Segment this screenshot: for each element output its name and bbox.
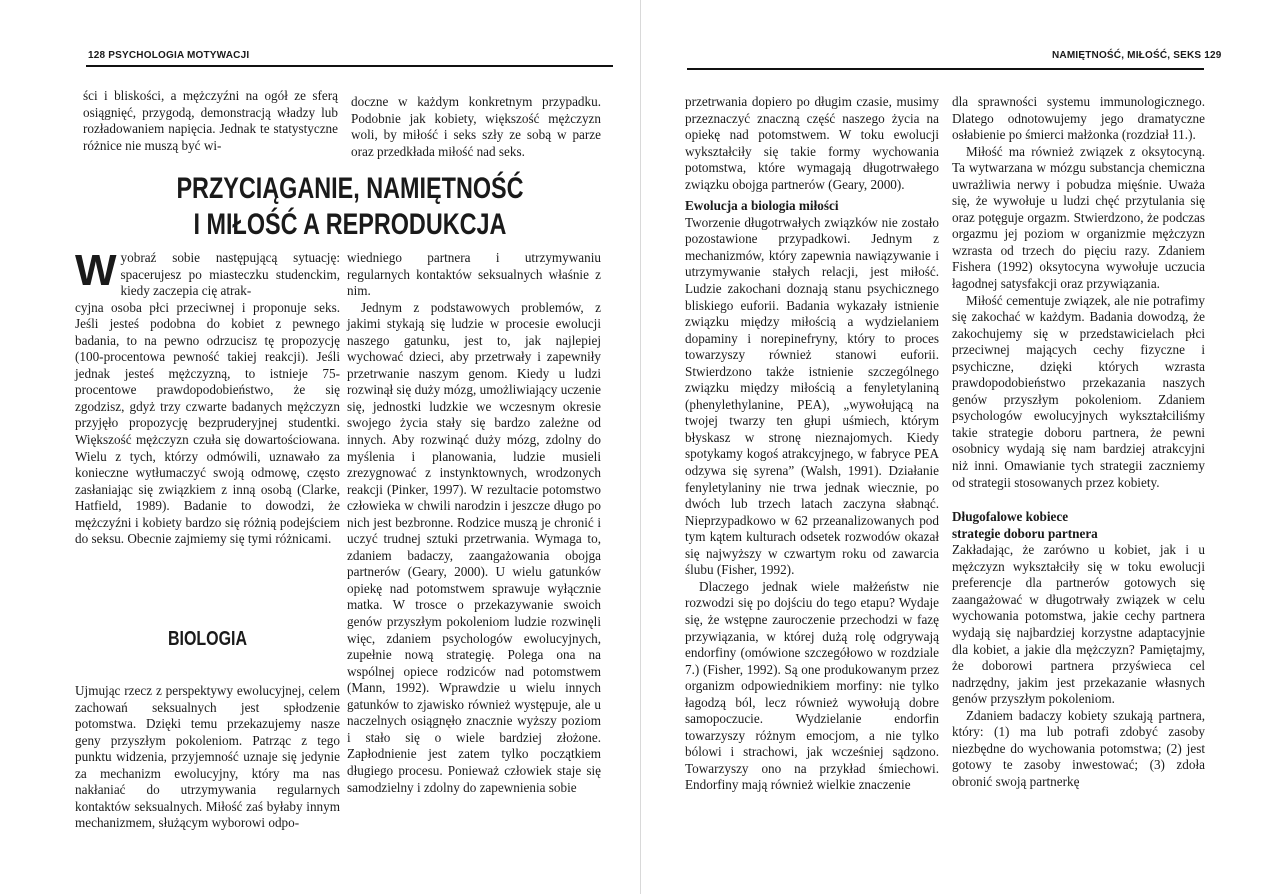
left-column-1 [75, 246, 340, 548]
subheading-ewolucja: Ewolucja a biologia miłości [685, 198, 839, 214]
subheading-line-1: Długofalowe kobiece [952, 509, 1069, 525]
left-top-column-2 [351, 94, 601, 160]
paragraph: Zdaniem badaczy kobiety szukają partnera, który: (1) ma lub potrafi zdobyć zasoby niezbędne do wychowania potomstwa; (2) jest gotowy te zasoby inwestować; (3) zdoła obronić swoją partnerkę [952, 707, 1205, 789]
left-column-2 [347, 250, 601, 796]
paragraph: przetrwania dopiero po długim czasie, musimy przeznaczyć znaczną część naszego życia na opiekę nad potomstwem. W toku ewolucji wykształciły się takie formy wychowania potomstwa, które wymagają długotrwałego związku obojga partnerów (Geary, 2000). [685, 94, 939, 192]
subheading-line-2: strategie doboru partnera [952, 525, 1098, 541]
chapter-title [124, 171, 576, 243]
paragraph: dla sprawności systemu immunologicznego. Dlatego odnotowujemy jego dramatyczne osłabienie po śmierci małżonka (rozdział 11.). [952, 94, 1205, 143]
paragraph: Dlaczego jednak wiele małżeństw nie rozwodzi się po dojściu do tego etapu? Wydaje się, że wstępne zauroczenie przechodzi w fazę przywiązania, w której dużą rolę odgrywają endorfiny (omówione szczegółowo w rozdziale 7.) (Fisher, 1992). Są one produkowanym przez organizm odpowiednikiem morfiny: nie tylko łagodzą ból, lecz również wywołują dobre samopoczucie. Wydzielanie endorfin towarzyszy różnym emocjom, a nie tylko bólowi i strachowi, jak wcześniej sądzono. Towarzyszy ono na przykład śmiechowi. Endorfiny mają również wielkie znaczenie [685, 578, 939, 793]
paragraph: Miłość cementuje związek, ale nie potrafimy się zakochać w każdym. Badania dowodzą, że zakochujemy się w przedstawicielach płci przeciwnej mających cechy fizyczne i psychiczne, dzięki których wzrasta prawdopodobieństwo przekazania naszych genów przyszłym pokoleniom. Zdaniem psychologów ewolucyjnych wykształciliśmy takie strategie doboru partnera, że pewni osobnicy wydają się nam bardziej atrakcyjni niż inni. Omawianie tych strategii zaczniemy od strategii stosowanych przez kobiety. [952, 292, 1205, 490]
right-column-2 [952, 94, 1205, 790]
intro-rest: cyjna osoba płci przeciwnej i proponuje seks. Jeśli jesteś podobna do kobiet z pewnego badania, to na pewno odrzucisz tę propozycję (100-procentowa pewność takiej reakcji). Jeśli jednak jesteś mężczyzną, to istnieje 75-procentowe prawdopodobieństwo, że się zgodzisz, gdyż trzy czwarte badanych mężczyzn przyjęło propozycję bezpruderyjnej studentki. Większość mężczyzn czuła się dowartościowana. Wielu z tych, którzy odmówili, uznawało za konieczne wytłumaczyć swoją odmowę, często zasłaniając się związkiem z inną osobą (Clarke, Hatfield, 1989). Badanie to dowodzi, że mężczyźni i kobiety bardzo się różnią podejściem do seksu. Obecnie zajmiemy się tymi różnicami. [75, 299, 340, 547]
left-top-column-1 [83, 88, 338, 154]
intro-first-lines: yobraź sobie następującą sytuację: spacerujesz po miasteczku studenckim, kiedy zaczepia cię atrak- [120, 250, 340, 299]
intro-paragraph [75, 246, 340, 548]
subheading-strategie [952, 509, 1205, 542]
section-heading-biologia: BIOLOGIA [167, 628, 248, 650]
paragraph: Ujmując rzecz z perspektywy ewolucyjnej, celem zachowań seksualnych jest spłodzenie potomstwa. Dzięki temu przekazujemy nasze geny przyszłym pokoleniom. Patrząc z tego punktu widzenia, przyjemność uznaje się jedynie za mechanizm ewolucyjny, który ma nas nakłaniać do utrzymywania regularnych kontaktów seksualnych. Miłość zaś byłaby innym mechanizmem, służącym wyborowi odpo- [75, 683, 340, 831]
right-running-header: NAMIĘTNOŚĆ, MIŁOŚĆ, SEKS 129 [1052, 50, 1222, 61]
left-column-1-bottom [75, 683, 340, 832]
paragraph: Tworzenie długotrwałych związków nie zostało pozostawione przypadkowi. Jednym z mechanizmów, który zapewnia nawiązywanie i utrzymywanie stałych relacji, jest miłość. Ludzie zakochani doznają stanu psychicznego bliskiego euforii. Badania wykazały istnienie związku między miłością a wydzielaniem dopaminy i norepinefryny, który to proces towarzyszy również stanowi euforii. Stwierdzono także istnienie szczególnego związku między miłością a fenyletylaniną (phenylethylanine, PEA), „wywołującą na twojej twarzy ten głupi uśmiech, którym błyskasz w stronę nieznajomych. Kiedy spotykamy kogoś atrakcyjnego, w fabryce PEA odzywa się syrena” (Walsh, 1991). Działanie fenyletylaniny nie trwa jednak wiecznie, po dwóch lub trzech latach zaczyna słabnąć. Nieprzypadkowo w 62 przeanalizowanych pod tym kątem kulturach odsetek rozwodów okazał się najwyższy w czwartym roku od zawarcia ślubu (Fisher, 1992). [685, 214, 939, 578]
chapter-title-line-2: I MIŁOŚĆ A REPRODUKCJA [193, 208, 507, 241]
paragraph: wiedniego partnera i utrzymywaniu regularnych kontaktów seksualnych właśnie z nim. [347, 250, 601, 299]
chapter-title-line-1: PRZYCIĄGANIE, NAMIĘTNOŚĆ [176, 172, 524, 205]
paragraph: Jednym z podstawowych problemów, z jakimi stykają się ludzie w procesie ewolucji naszego gatunku, jest to, jak najlepiej wychować dzieci, aby przetrwały i zapewniły przetrwanie naszym genom. Kiedy u ludzi rozwinął się duży mózg, umożliwiający uczenie się, jednostki ludzkie we wczesnym okresie swojego życia stały się bardzo zależne od innych. Aby rozwinąć duży mózg, zdolny do myślenia i planowania, ludzie musieli zrezygnować z instynktownych, wrodzonych reakcji (Pinker, 1997). W rezultacie potomstwo człowieka w chwili narodzin i jeszcze długo po nich jest bezbronne. Rodzice muszą je chronić i uczyć trudnej sztuki przetrwania. Wymaga to, zdaniem badaczy, zaangażowania obojga partnerów (Geary, 2000). U wielu gatunków opiekę nad potomstwem sprawuje wyłącznie matka. W trosce o przekazywanie swoich genów przyszłym pokoleniom ludzie rozwinęli więc, zdaniem psychologów ewolucyjnych, zupełnie nową strategię. Polega ona na wspólnej opiece rodziców nad potomstwem (Mann, 1992). Wprawdzie u wielu innych gatunków to zjawisko również występuje, ale u naczelnych osiągnęło znacznie wyższy poziom i stało się o wiele bardziej złożone. Zapłodnienie jest zatem tylko początkiem długiego procesu. Ponieważ człowiek staje się samodzielny i zdolny do zapewnienia sobie [347, 299, 601, 795]
right-page [631, 0, 1262, 894]
left-header-rule [86, 65, 613, 67]
left-running-header: 128 PSYCHOLOGIA MOTYWACJI [88, 50, 250, 61]
right-header-rule [687, 68, 1204, 70]
paragraph: Miłość ma również związek z oksytocyną. Ta wytwarzana w mózgu substancja chemiczna uwrażliwia nerwy i pobudza mięśnie. Uważa się, że wywołuje u ludzi chęć przytulania się oraz potęguje orgazm. Stwierdzono, że podczas orgazmu jej poziom w organizmie mężczyzn wzrasta od trzech do pięciu razy. Zdaniem Fishera (1992) oksytocyna wywołuje uczucia łagodnej satysfakcji oraz przywiązania. [952, 143, 1205, 292]
right-column-1 [685, 94, 939, 794]
drop-cap: W [75, 246, 117, 295]
text-block: ści i bliskości, a mężczyźni na ogół ze sferą osiągnięć, przygodą, demonstracją władzy lub rozładowaniem napięcia. Jednak te statystyczne różnice nie muszą być wi- [83, 88, 338, 153]
paragraph: Zakładając, że zarówno u kobiet, jak i u mężczyzn wykształciły się w toku ewolucji preferencje dla partnerów gotowych się zaangażować w długotrwały związek w celu wychowania potomstwa, jakie cechy partnera wydają się najbardziej korzystne adaptacyjnie dla kobiet, a jakie dla mężczyzn? Pamiętajmy, że doborowi partnera przyświeca cel nadrzędny, jakim jest przekazanie własnych genów przyszłym pokoleniom. [952, 542, 1205, 707]
text-block: doczne w każdym konkretnym przypadku. Podobnie jak kobiety, większość mężczyzn woli, by miłość i seks szły ze sobą w parze oraz przedkłada miłość nad seks. [351, 94, 601, 159]
